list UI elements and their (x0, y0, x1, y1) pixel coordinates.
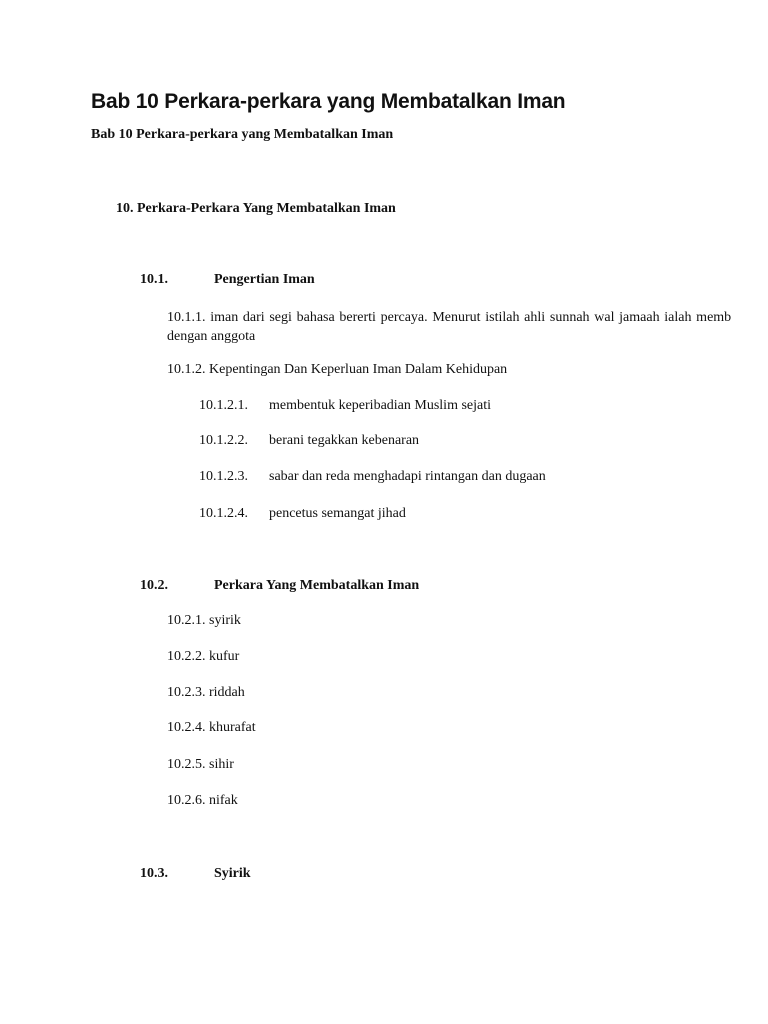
section-number: 10.1. (140, 272, 168, 287)
list-item: 10.1.2. Kepentingan Dan Keperluan Iman Dalam Kehidupan (167, 362, 508, 377)
section-title: Syirik (214, 866, 251, 881)
section-title: Perkara Yang Membatalkan Iman (214, 578, 420, 593)
document-title: Bab 10 Perkara-perkara yang Membatalkan Iman (91, 90, 566, 113)
subitem-text: membentuk keperibadian Muslim sejati (269, 398, 492, 413)
subitem-number: 10.1.2.3. (199, 469, 248, 484)
section-number: 10.3. (140, 866, 168, 881)
list-item: 10.2.4. khurafat (167, 720, 256, 735)
subitem-text: pencetus semangat jihad (269, 506, 406, 521)
subitem-number: 10.1.2.2. (199, 433, 248, 448)
list-item: 10.2.3. riddah (167, 685, 245, 700)
list-item: 10.2.1. syirik (167, 613, 241, 628)
subitem-text: berani tegakkan kebenaran (269, 433, 420, 448)
paragraph-line: dengan anggota (167, 329, 256, 344)
list-item: 10.2.2. kufur (167, 649, 240, 664)
document-subtitle: Bab 10 Perkara-perkara yang Membatalkan Iman (91, 127, 394, 142)
subitem-number: 10.1.2.1. (199, 398, 248, 413)
paragraph-line: 10.1.1. iman dari segi bahasa bererti percaya. Menurut istilah ahli sunnah wal jamaah ialah memb (167, 310, 732, 325)
list-item: 10.2.5. sihir (167, 757, 234, 772)
section-title: Pengertian Iman (214, 272, 315, 287)
list-item: 10.2.6. nifak (167, 793, 238, 808)
chapter-heading: 10. Perkara-Perkara Yang Membatalkan Iman (116, 201, 396, 216)
subitem-text: sabar dan reda menghadapi rintangan dan dugaan (269, 469, 546, 484)
paragraph-10-1-1 (167, 308, 768, 346)
section-number: 10.2. (140, 578, 168, 593)
subitem-number: 10.1.2.4. (199, 506, 248, 521)
